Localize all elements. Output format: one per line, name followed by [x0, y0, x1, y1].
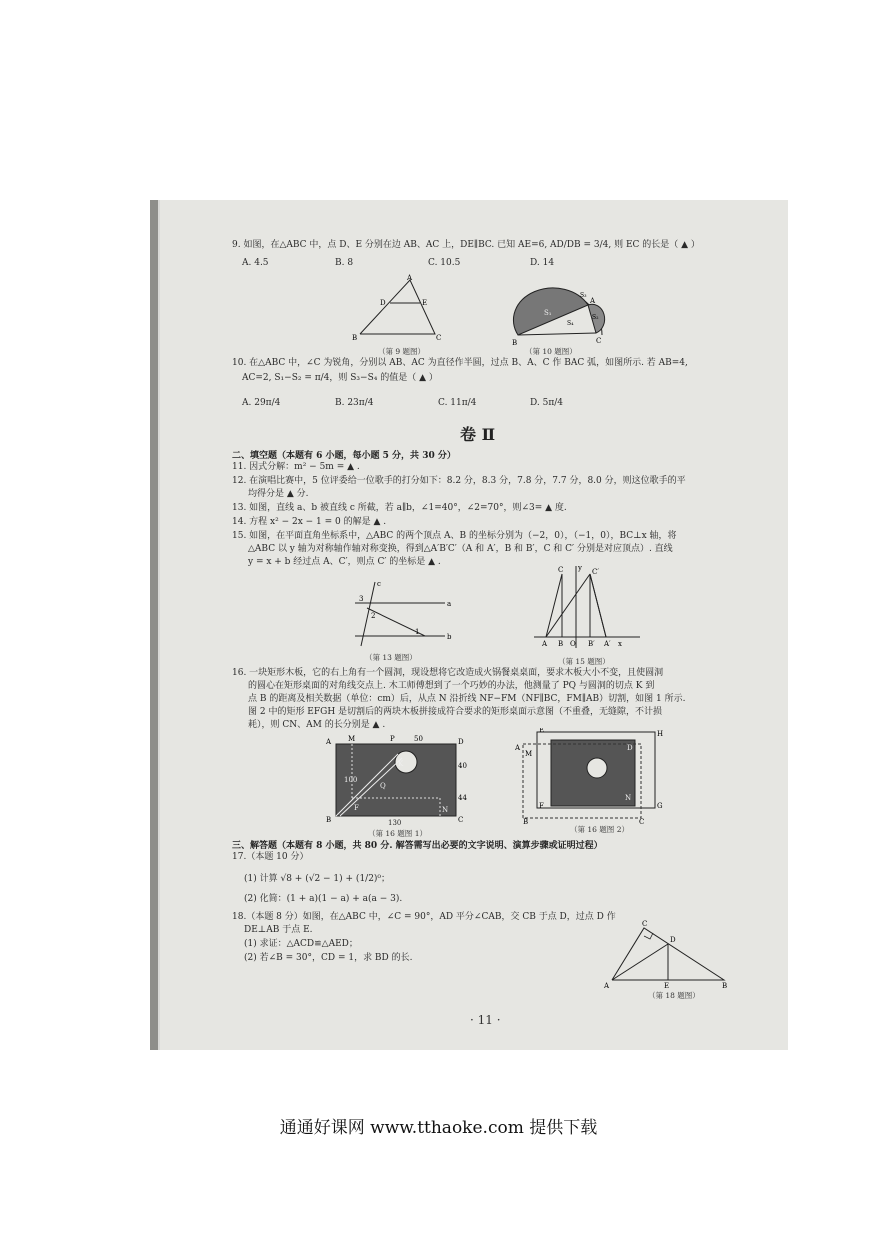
svg-text:D: D [670, 936, 676, 944]
svg-text:D: D [458, 738, 464, 746]
svg-text:C′: C′ [592, 568, 599, 576]
svg-text:B: B [558, 640, 564, 648]
q15-text-line1: 15. 如图，在平面直角坐标系中，△ABC 的两个顶点 A、B 的坐标分别为（−2，0），（−1，0），BC⊥x 轴，将 [232, 531, 677, 541]
q9-figure [350, 272, 450, 352]
dim-50-label: 50 [414, 735, 423, 743]
svg-text:b: b [447, 633, 452, 641]
footer-credit: 通通好课网 www.tthaoke.com 提供下载 [279, 1118, 598, 1138]
svg-text:G: G [657, 802, 663, 810]
svg-text:A: A [326, 738, 332, 746]
svg-text:B: B [523, 818, 529, 824]
svg-text:N: N [625, 794, 632, 802]
svg-text:c: c [377, 580, 381, 588]
svg-text:3: 3 [359, 595, 364, 603]
scanned-page-photo [150, 200, 788, 1050]
svg-text:C: C [558, 566, 564, 574]
q17-part1: (1) 计算 √8 + (√2 − 1) + (1/2)⁰； [244, 874, 391, 884]
q9-option-c: C. 10.5 [428, 258, 461, 268]
svg-text:H: H [657, 730, 664, 738]
q15-text-line3: y = x + b 经过点 A、C′，则点 C′ 的坐标是 ▲ . [248, 557, 441, 567]
svg-text:y: y [578, 564, 582, 572]
svg-text:E: E [664, 982, 670, 990]
exam-paper [160, 200, 788, 1050]
svg-text:A: A [407, 274, 413, 282]
svg-text:S₂: S₂ [592, 314, 599, 321]
q18-fig-caption: （第 18 题图） [648, 991, 700, 1000]
q17-part2: (2) 化简：(1 + a)(1 − a) + a(a − 3). [244, 894, 403, 904]
q17-title: 17.（本题 10 分） [232, 852, 309, 862]
svg-text:A: A [590, 297, 596, 305]
q11-text: 11. 因式分解：m² − 5m = ▲ . [232, 462, 360, 472]
q15-text-line2: △ABC 以 y 轴为对称轴作轴对称变换，得到△A′B′C′（A 和 A′，B 和 B′，C 和 C′ 分别是对应顶点）. 直线 [248, 544, 673, 554]
q13-figure [345, 578, 455, 650]
svg-text:P: P [390, 735, 395, 743]
part-2-title: 卷 Ⅱ [460, 425, 496, 444]
dim-44-label: 44 [458, 794, 467, 802]
q9-option-b: B. 8 [335, 258, 354, 268]
svg-text:S₁: S₁ [544, 309, 552, 317]
q13-fig-caption: （第 13 题图） [365, 653, 417, 662]
page-number: · 11 · [470, 1013, 501, 1027]
svg-text:A: A [515, 744, 521, 752]
svg-text:C: C [642, 920, 648, 928]
q10-option-d: D. 5π/4 [530, 398, 564, 408]
q13-text: 13. 如图，直线 a、b 被直线 c 所截，若 a∥b，∠1=40°，∠2=70°，则∠3= ▲ 度. [232, 503, 567, 513]
q10-stem-line2: AC=2, S₁−S₂ = π/4，则 S₃−S₄ 的值是（ ▲ ） [242, 373, 438, 383]
svg-text:M: M [525, 750, 533, 758]
dim-40-label: 40 [458, 762, 467, 770]
q12-text-line1: 12. 在演唱比赛中，5 位评委给一位歌手的打分如下：8.2 分，8.3 分，7.8 分，7.7 分，8.0 分，则这位歌手的平 [232, 476, 686, 486]
q18-line2: DE⊥AB 于点 E. [244, 925, 313, 935]
svg-text:Q: Q [380, 782, 386, 790]
svg-text:A: A [604, 982, 610, 990]
q10-figure [510, 275, 610, 347]
section-3-heading: 三、解答题（本题有 8 小题，共 80 分. 解答需写出必要的文字说明、演算步骤或证明过程） [232, 841, 603, 851]
q9-option-a: A. 4.5 [242, 258, 269, 268]
q12-text-line2: 均得分是 ▲ 分. [248, 489, 309, 499]
svg-text:N: N [442, 806, 449, 814]
svg-text:E: E [422, 299, 428, 307]
svg-text:F: F [354, 804, 359, 812]
svg-text:B′: B′ [588, 640, 595, 648]
q16-text-line5: 耗），则 CN、AM 的长分别是 ▲ . [248, 720, 386, 730]
q9-fig-caption: （第 9 题图） [378, 347, 426, 356]
q14-text: 14. 方程 x² − 2x − 1 = 0 的解是 ▲ . [232, 517, 387, 527]
svg-text:D: D [627, 744, 633, 752]
svg-text:F: F [539, 802, 544, 810]
svg-text:B: B [512, 339, 518, 347]
q16-figure-2 [515, 728, 665, 824]
svg-text:C: C [596, 337, 602, 345]
q16-fig2-caption: （第 16 题图 2） [570, 825, 629, 834]
svg-text:a: a [447, 600, 452, 608]
svg-text:S₃: S₃ [580, 292, 587, 299]
q18-line4: (2) 若∠B = 30°，CD = 1，求 BD 的长. [244, 953, 413, 963]
q16-figure-1 [322, 732, 472, 824]
svg-text:A′: A′ [604, 640, 611, 648]
q10-stem-line1: 10. 在△ABC 中，∠C 为锐角，分别以 AB、AC 为直径作半圆，过点 B、A、C 作 BAC 弧，如图所示. 若 AB=4, [232, 358, 688, 368]
q18-line3: (1) 求证：△ACD≌△AED； [244, 939, 358, 949]
svg-text:D: D [380, 299, 386, 307]
svg-text:E: E [539, 728, 545, 734]
q10-option-b: B. 23π/4 [335, 398, 374, 408]
svg-text:x: x [618, 640, 622, 648]
q16-text-line3: 点 B 的距离及相关数据（单位：cm）后，从点 N 沿折线 NF−FM（NF∥BC，FM∥AB）切割，如图 1 所示. [248, 694, 686, 704]
q10-option-c: C. 11π/4 [438, 398, 477, 408]
section-2-heading: 二、填空题（本题有 6 小题，每小题 5 分，共 30 分） [232, 451, 456, 461]
svg-text:B: B [326, 816, 332, 824]
q18-line1: 18.（本题 8 分）如图，在△ABC 中，∠C = 90°，AD 平分∠CAB，交 CB 于点 D，过点 D 作 [232, 912, 616, 922]
q10-fig-caption: （第 10 题图） [525, 347, 577, 356]
q16-fig1-caption: （第 16 题图 1） [368, 829, 427, 838]
svg-text:S₄: S₄ [567, 320, 574, 327]
svg-text:B: B [352, 334, 358, 342]
q15-fig-caption: （第 15 题图） [558, 657, 610, 666]
q16-text-line2: 的圆心在矩形桌面的对角线交点上. 木工师傅想到了一个巧妙的办法，他测量了 PQ 与圆洞的切点 K 到 [248, 681, 655, 691]
svg-text:2: 2 [371, 612, 376, 620]
svg-text:B: B [722, 982, 728, 990]
svg-text:K: K [398, 760, 404, 768]
dim-100-label: 100 [344, 776, 358, 784]
svg-text:M: M [348, 735, 356, 743]
q16-text-line4: 图 2 中的矩形 EFGH 是切割后的两块木板拼接成符合要求的矩形桌面示意图（不重叠，无缝隙，不计损 [248, 707, 663, 717]
q9-option-d: D. 14 [530, 258, 555, 268]
dim-130-label: 130 [388, 819, 402, 827]
q10-option-a: A. 29π/4 [242, 398, 281, 408]
q9-stem: 9. 如图，在△ABC 中，点 D、E 分别在边 AB、AC 上，DE∥BC. 已知 AE=6, AD/DB = 3/4, 则 EC 的长是（ ▲ ） [232, 240, 700, 250]
svg-text:A: A [542, 640, 548, 648]
q16-text-line1: 16. 一块矩形木板，它的右上角有一个圆洞，现设想将它改造成火锅餐桌桌面，要求木板大小不变，且使圆洞 [232, 668, 664, 678]
q18-figure [602, 918, 732, 992]
svg-text:C: C [639, 818, 645, 824]
q15-figure [532, 562, 642, 652]
svg-text:C: C [458, 816, 464, 824]
svg-text:1: 1 [415, 628, 420, 636]
svg-text:O: O [570, 640, 576, 648]
svg-text:C: C [436, 334, 442, 342]
